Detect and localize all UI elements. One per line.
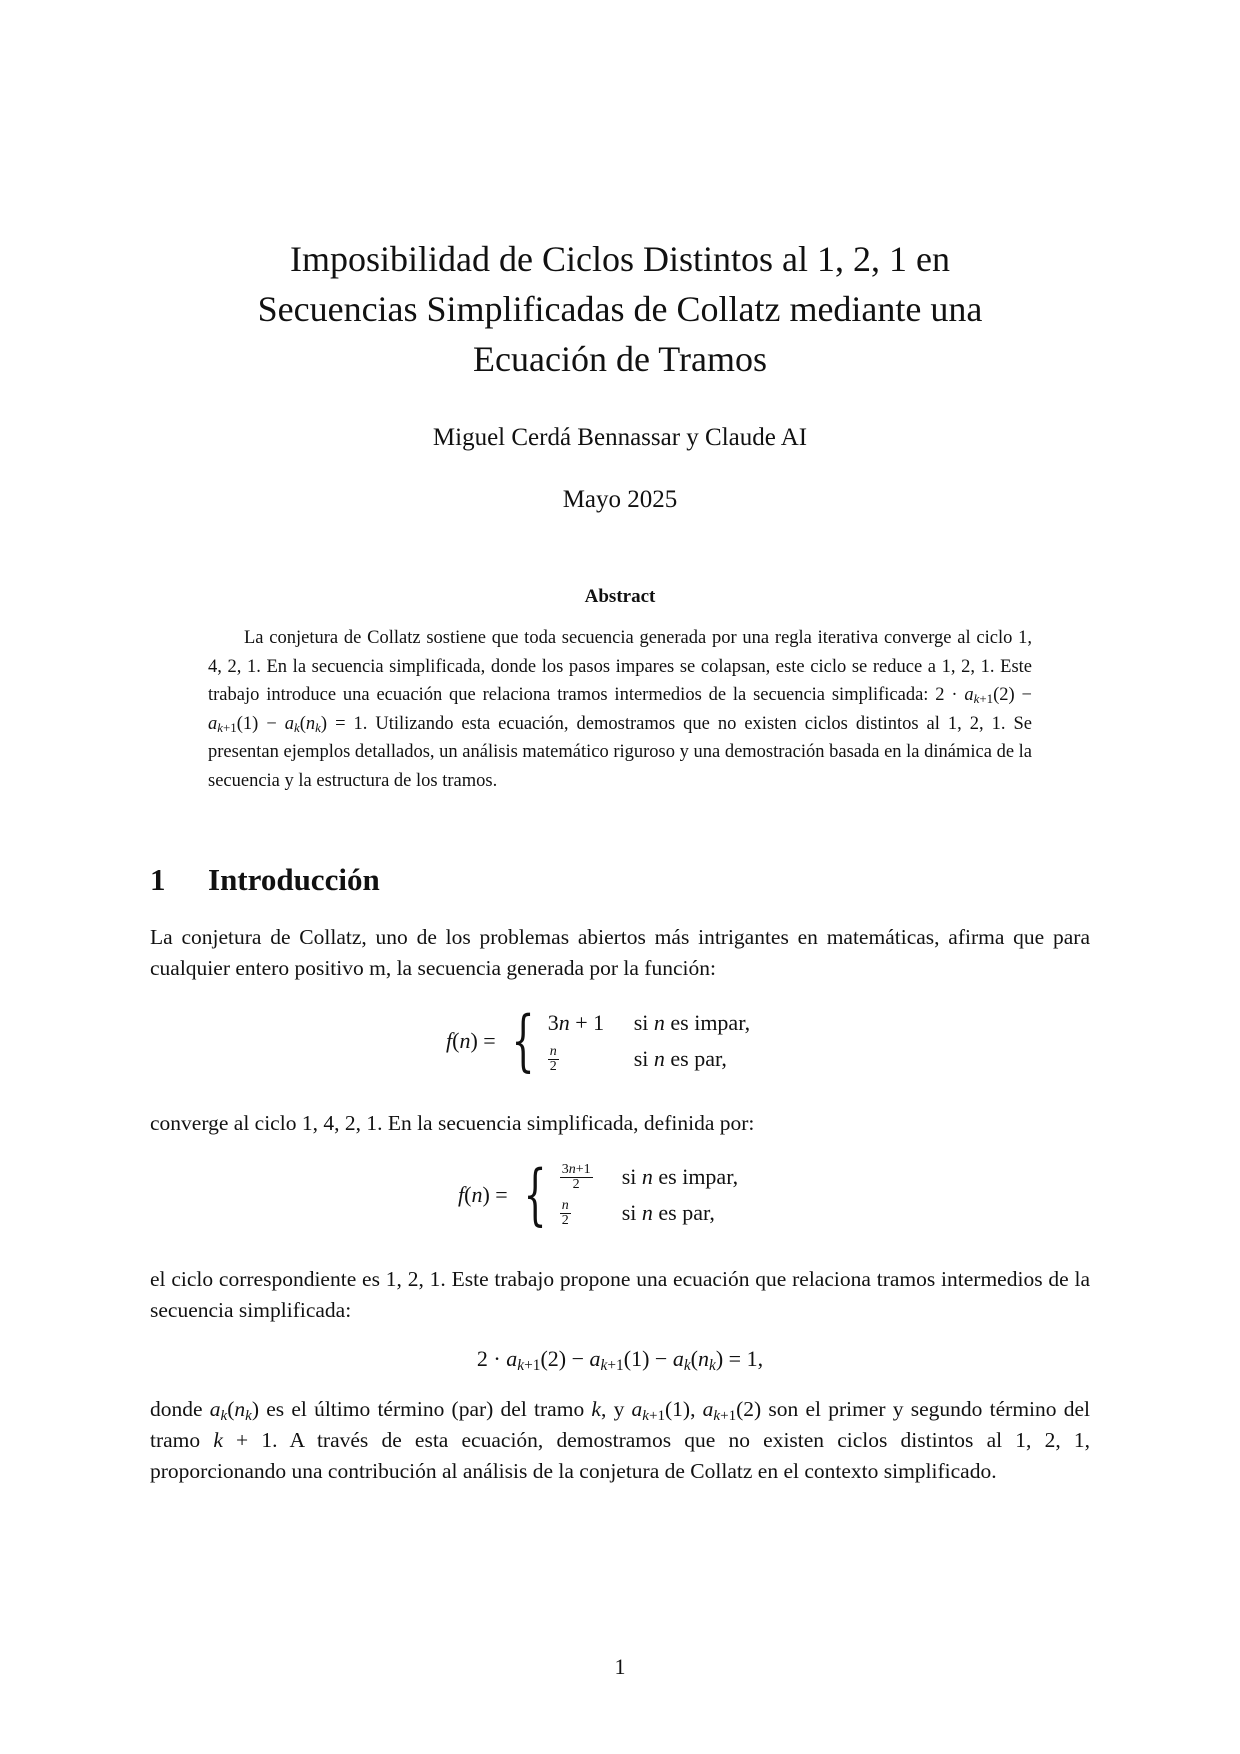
paragraph-3: el ciclo correspondiente es 1, 2, 1. Este trabajo propone una ecuación que relaciona tramos intermedios de la secuencia simplificada: [150, 1267, 1090, 1322]
page-number: 1 [614, 1654, 626, 1679]
eq2-case2-value: $\frac{n}{2}$ [561, 1197, 569, 1228]
section-title: Introducción [208, 862, 380, 897]
paragraph-4: donde $a_k(n_k)$ es el último término (par) del tramo k, y $a_{k+1}(1)$, $a_{k+1}(2)$ son el primer y segundo término del tramo k + 1. A través de esta ecuación, demostramos que no existen ciclos distintos al 1, 2, 1, proporcionando una contribución al análisis de la conjetura de Collatz en el contexto simplificado. [150, 1397, 1091, 1483]
authors: Miguel Cerdá Bennassar y Claude AI [432, 424, 808, 451]
title-line-2: Secuencias Simplificadas de Collatz mediante una [257, 289, 983, 329]
paragraph-1: La conjetura de Collatz, uno de los problemas abiertos más intrigantes en matemáticas, afirma que para cualquier entero positivo m, la secuencia generada por la función: [150, 925, 1090, 980]
paper-title [150, 234, 1090, 384]
equation-collatz [446, 1002, 751, 1079]
paragraph-2: converge al ciclo 1, 4, 2, 1. En la secuencia simplificada, definida por: [150, 1111, 755, 1135]
title-line-3: Ecuación de Tramos [473, 339, 767, 379]
equation-simplified [458, 1156, 739, 1233]
eq1-case1-value: 3n + 1 [547, 1010, 605, 1035]
eq2-case1-cond: si n es impar, [621, 1164, 739, 1189]
title-line-1: Imposibilidad de Ciclos Distintos al 1, 2, 1 en [290, 239, 950, 279]
section-heading [150, 862, 380, 898]
date: Mayo 2025 [562, 486, 678, 513]
eq1-case2-cond: si n es par, [633, 1046, 727, 1071]
abstract-text: La conjetura de Collatz sostiene que toda secuencia generada por una regla iterativa converge al ciclo 1, 4, 2, 1. En la secuencia simplificada, donde los pasos impares se colapsan, este ciclo se reduce a 1, 2, 1. Este trabajo introduce una ecuación que relaciona tramos intermedios de la secuencia simplificada: $2 \cdot a_{k+1}(2) - a_{k+1}(1) - a_k(n_k) = 1$. Utilizando esta ecuación, demostramos que no existen ciclos distintos al 1, 2, 1. Se presentan ejemplos detallados, un análisis matemático riguroso y una demostración basada en la dinámica de la secuencia y la estructura de los tramos. [208, 628, 1033, 791]
section-number: 1 [150, 862, 166, 897]
abstract-heading: Abstract [584, 586, 656, 607]
left-brace: { [523, 1156, 547, 1233]
eq2-lhs: f(n) = [458, 1182, 508, 1207]
left-brace: { [511, 1002, 535, 1079]
eq2-case2-cond: si n es par, [621, 1200, 715, 1225]
equation-tramos: $2 \cdot a_{k+1}(2) - a_{k+1}(1) - a_k(n_k) = 1$, [476, 1346, 764, 1374]
eq2-case1-value: $\frac{3n+1}{2}$ [561, 1161, 591, 1192]
eq1-case2-value: $\frac{n}{2}$ [549, 1043, 557, 1074]
eq1-lhs: f(n) = [446, 1028, 496, 1053]
eq1-case1-cond: si n es impar, [633, 1010, 751, 1035]
